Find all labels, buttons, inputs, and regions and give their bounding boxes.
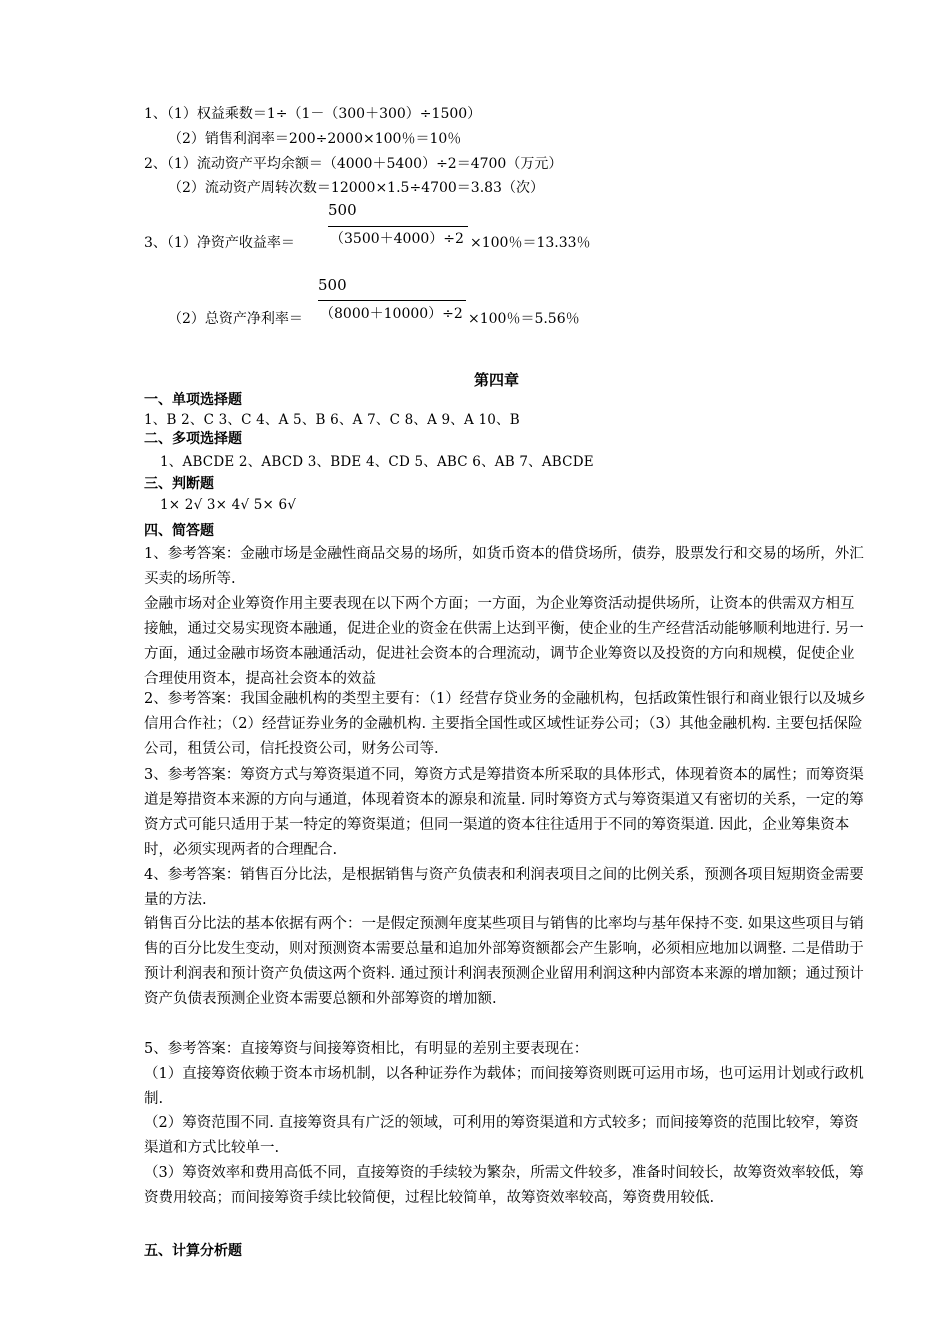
fraction-numerator: 500 <box>328 201 357 219</box>
paragraph-4: 3、参考答案：筹资方式与筹资渠道不同，筹资方式是筹措资本所采取的具体形式，体现着资本的属性；而筹资渠道是筹措资本来源的方向与通道，体现着资本的源泉和流量. 同时筹资方式与筹资渠道又有密切的关系，一定的筹资方式可能只适用于某一特定的筹资渠道；但同一渠道的资本往往适用于不同的筹资渠道. 因此，企业筹集资本时，必须实现两者的合理配合. <box>144 767 864 858</box>
paragraph-2: 金融市场对企业筹资作用主要表现在以下两个方面；一方面，为企业筹资活动提供场所，让资本的供需双方相互接触，通过交易实现资本融通，促进企业的资金在供需上达到平衡，使企业的生产经营活动能够顺利地进行. 另一方面，通过金融市场资本融通活动，促进社会资本的合理流动，调节企业筹资以及投资的方向和规模，促使企业合理使用资本，提高社会资本的效益 <box>144 596 864 687</box>
paragraph-6: 销售百分比法的基本依据有两个：一是假定预测年度某些项目与销售的比率均与基年保持不变. 如果这些项目与销售的百分比发生变动，则对预测资本需要总量和追加外部筹资额都会产生影响，必须相应地加以调整. 二是借助于预计利润表和预计资产负债这两个资料. 通过预计利润表预测企业留用利润这种内部资本来源的增加额；通过预计资产负债表预测企业资本需要总额和外部筹资的增加额. <box>144 916 864 1007</box>
paragraph-9: （2）筹资范围不同. 直接筹资具有广泛的领域，可利用的筹资渠道和方式较多；而间接筹资的范围比较窄，筹资渠道和方式比较单一. <box>144 1115 859 1156</box>
paragraph-10: （3）筹资效率和费用高低不同，直接筹资的手续较为繁杂，所需文件较多，准备时间较长，故筹资效率较低，筹资费用较高；而间接筹资手续比较简便，过程比较简单，故筹资效率较高，筹资费用较低. <box>144 1165 864 1206</box>
calc-line-1: 1、（1）权益乘数＝1÷（1－（300＋300）÷1500） <box>144 106 482 122</box>
multi-choice-answers: 1、ABCDE 2、ABCD 3、BDE 4、CD 5、ABC 6、AB 7、ABCDE <box>160 454 594 470</box>
section-heading-single-choice: 一、单项选择题 <box>144 392 242 408</box>
fraction-result: ×100％＝13.33％ <box>470 235 591 251</box>
calc-line-3: 2、（1）流动资产平均余额＝（4000＋5400）÷2＝4700（万元） <box>144 156 563 172</box>
section-heading-short-answer: 四、简答题 <box>144 523 214 539</box>
section-heading-multi-choice: 二、多项选择题 <box>144 431 242 447</box>
paragraph-7: 5、参考答案：直接筹资与间接筹资相比，有明显的差别主要表现在： <box>144 1041 589 1057</box>
chapter-title: 第四章 <box>474 371 520 389</box>
fraction-result: ×100％＝5.56％ <box>468 311 580 327</box>
fraction-label: （2）总资产净利率＝ <box>168 311 303 327</box>
paragraph-8: （1）直接筹资依赖于资本市场机制，以各种证券作为载体；而间接筹资则既可运用市场，也可运用计划或行政机制. <box>144 1066 864 1107</box>
section-heading-calculation: 五、计算分析题 <box>144 1243 242 1259</box>
fraction-denominator: （8000＋10000）÷2 <box>320 306 463 322</box>
fraction-bar <box>328 226 468 227</box>
fraction-bar <box>318 300 466 301</box>
single-choice-answers: 1、B 2、C 3、C 4、A 5、B 6、A 7、C 8、A 9、A 10、B <box>144 412 520 428</box>
fraction-denominator: （3500＋4000）÷2 <box>330 231 464 247</box>
paragraph-5: 4、参考答案：销售百分比法，是根据销售与资产负债表和利润表项目之间的比例关系，预测各项目短期资金需要量的方法. <box>144 867 864 908</box>
true-false-answers: 1× 2√ 3× 4√ 5× 6√ <box>160 497 297 513</box>
section-heading-true-false: 三、判断题 <box>144 476 214 492</box>
paragraph-3: 2、参考答案：我国金融机构的类型主要有：（1）经营存贷业务的金融机构，包括政策性银行和商业银行以及城乡信用合作社；（2）经营证券业务的金融机构. 主要指全国性或区域性证券公司；（3）其他金融机构. 主要包括保险公司，租赁公司，信托投资公司，财务公司等. <box>144 691 866 757</box>
fraction-numerator: 500 <box>318 276 347 294</box>
calc-line-4: （2）流动资产周转次数＝12000×1.5÷4700＝3.83（次） <box>168 180 544 196</box>
fraction-label: 3、（1）净资产收益率＝ <box>144 235 295 251</box>
paragraph-1: 1、参考答案：金融市场是金融性商品交易的场所，如货币资本的借贷场所，债券，股票发行和交易的场所，外汇买卖的场所等. <box>144 546 864 587</box>
calc-line-2: （2）销售利润率＝200÷2000×100％＝10％ <box>168 131 462 147</box>
